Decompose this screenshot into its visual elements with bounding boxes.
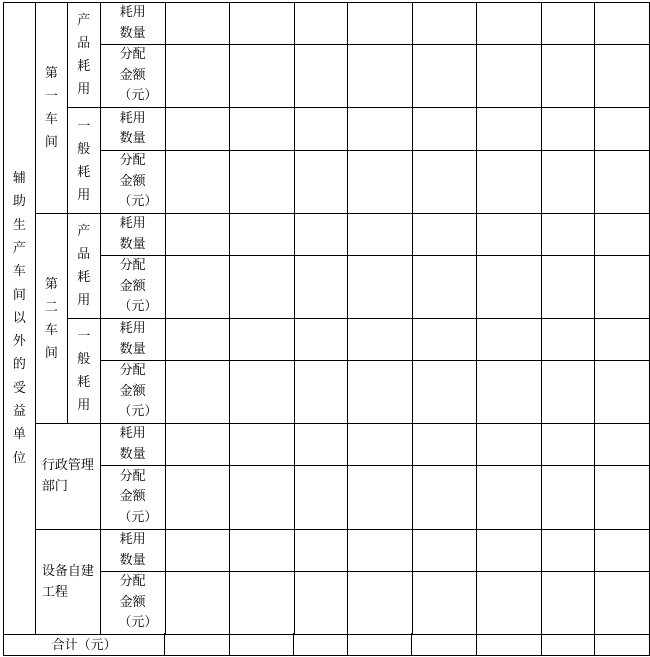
data-cell[interactable] — [348, 108, 413, 151]
data-cell[interactable] — [348, 530, 413, 572]
workshop1-label: 第一车间 — [35, 3, 67, 214]
data-cell[interactable] — [595, 319, 650, 361]
data-cell[interactable] — [294, 108, 348, 151]
data-cell[interactable] — [294, 256, 348, 319]
metric-amount-label: 分配金额（元） — [100, 256, 165, 319]
data-cell[interactable] — [595, 256, 650, 319]
data-cell[interactable] — [477, 256, 542, 319]
workshop1-general-label: 一般耗用 — [67, 108, 100, 214]
metric-quantity-label: 耗用数量 — [100, 319, 165, 361]
data-cell[interactable] — [541, 530, 595, 572]
data-cell[interactable] — [412, 108, 477, 151]
data-cell[interactable] — [165, 108, 230, 151]
data-cell[interactable] — [348, 319, 413, 361]
data-cell[interactable] — [294, 361, 348, 424]
data-cell[interactable] — [230, 45, 295, 108]
data-cell[interactable] — [294, 319, 348, 361]
data-cell[interactable] — [541, 151, 595, 214]
data-cell[interactable] — [294, 572, 348, 635]
data-cell[interactable] — [348, 3, 413, 45]
data-cell[interactable] — [541, 3, 595, 45]
data-cell[interactable] — [348, 151, 413, 214]
data-cell[interactable] — [477, 530, 542, 572]
data-cell[interactable] — [477, 466, 542, 530]
data-cell[interactable] — [230, 214, 295, 256]
data-cell[interactable] — [165, 3, 230, 45]
data-cell[interactable] — [477, 319, 542, 361]
data-cell[interactable] — [412, 214, 477, 256]
data-cell[interactable] — [294, 530, 348, 572]
data-cell[interactable] — [230, 108, 295, 151]
metric-amount-label: 分配金额（元） — [100, 466, 165, 530]
total-cell[interactable] — [412, 633, 477, 655]
data-cell[interactable] — [230, 572, 295, 635]
data-cell[interactable] — [412, 530, 477, 572]
data-cell[interactable] — [477, 424, 542, 466]
data-cell[interactable] — [595, 424, 650, 466]
data-cell[interactable] — [230, 319, 295, 361]
data-cell[interactable] — [230, 256, 295, 319]
total-cell[interactable] — [347, 633, 412, 655]
data-cell[interactable] — [294, 466, 348, 530]
data-cell[interactable] — [595, 151, 650, 214]
data-cell[interactable] — [595, 572, 650, 635]
data-cell[interactable] — [595, 3, 650, 45]
data-cell[interactable] — [412, 361, 477, 424]
workshop1-product-label: 产品耗用 — [67, 3, 100, 108]
data-cell[interactable] — [294, 424, 348, 466]
data-cell[interactable] — [348, 572, 413, 635]
metric-quantity-label: 耗用数量 — [100, 108, 165, 151]
data-cell[interactable] — [165, 45, 230, 108]
data-cell[interactable] — [294, 45, 348, 108]
beneficiary-group-label: 辅助生产车间以外的受益单位 — [4, 3, 36, 635]
data-cell[interactable] — [230, 151, 295, 214]
data-cell[interactable] — [541, 466, 595, 530]
admin-dept-label: 行政管理部门 — [35, 424, 100, 530]
metric-amount-label: 分配金额（元） — [100, 361, 165, 424]
data-cell[interactable] — [477, 108, 542, 151]
data-cell[interactable] — [595, 466, 650, 530]
data-cell[interactable] — [412, 256, 477, 319]
metric-quantity-label: 耗用数量 — [100, 214, 165, 256]
data-cell[interactable] — [165, 361, 230, 424]
data-cell[interactable] — [541, 256, 595, 319]
data-cell[interactable] — [165, 530, 230, 572]
data-cell[interactable] — [165, 214, 230, 256]
data-cell[interactable] — [294, 3, 348, 45]
data-cell[interactable] — [165, 319, 230, 361]
data-cell[interactable] — [541, 424, 595, 466]
data-cell[interactable] — [477, 45, 542, 108]
allocation-table — [3, 2, 650, 635]
data-cell[interactable] — [477, 214, 542, 256]
data-cell[interactable] — [412, 572, 477, 635]
metric-quantity-label: 耗用数量 — [100, 424, 165, 466]
total-cell[interactable] — [595, 633, 650, 655]
data-cell[interactable] — [541, 45, 595, 108]
total-cell[interactable] — [477, 633, 542, 655]
data-cell[interactable] — [348, 256, 413, 319]
data-cell[interactable] — [541, 108, 595, 151]
metric-amount-label: 分配金额（元） — [100, 151, 165, 214]
data-cell[interactable] — [412, 45, 477, 108]
data-cell[interactable] — [165, 151, 230, 214]
total-cell[interactable] — [294, 633, 348, 655]
metric-amount-label: 分配金额（元） — [100, 45, 165, 108]
total-cell[interactable] — [165, 633, 230, 655]
workshop2-product-label: 产品耗用 — [67, 214, 100, 319]
data-cell[interactable] — [230, 466, 295, 530]
data-cell[interactable] — [477, 572, 542, 635]
data-cell[interactable] — [412, 151, 477, 214]
data-cell[interactable] — [230, 3, 295, 45]
total-row-table — [3, 633, 650, 656]
data-cell[interactable] — [230, 424, 295, 466]
data-cell[interactable] — [348, 45, 413, 108]
data-cell[interactable] — [541, 214, 595, 256]
data-cell[interactable] — [348, 424, 413, 466]
metric-quantity-label: 耗用数量 — [100, 530, 165, 572]
data-cell[interactable] — [165, 466, 230, 530]
data-cell[interactable] — [595, 108, 650, 151]
data-cell[interactable] — [165, 424, 230, 466]
data-cell[interactable] — [230, 361, 295, 424]
data-cell[interactable] — [165, 572, 230, 635]
data-cell[interactable] — [412, 424, 477, 466]
data-cell[interactable] — [595, 530, 650, 572]
data-cell[interactable] — [294, 151, 348, 214]
data-cell[interactable] — [348, 214, 413, 256]
data-cell[interactable] — [477, 151, 542, 214]
data-cell[interactable] — [541, 361, 595, 424]
data-cell[interactable] — [412, 466, 477, 530]
data-cell[interactable] — [412, 319, 477, 361]
data-cell[interactable] — [541, 319, 595, 361]
total-cell[interactable] — [229, 633, 294, 655]
data-cell[interactable] — [477, 3, 542, 45]
total-cell[interactable] — [541, 633, 595, 655]
equipment-project-label: 设备自建工程 — [35, 530, 100, 635]
workshop2-label: 第二车间 — [35, 214, 67, 424]
data-cell[interactable] — [477, 361, 542, 424]
data-cell[interactable] — [348, 361, 413, 424]
data-cell[interactable] — [165, 256, 230, 319]
total-label: 合计（元） — [4, 633, 165, 655]
data-cell[interactable] — [595, 361, 650, 424]
data-cell[interactable] — [595, 214, 650, 256]
data-cell[interactable] — [595, 45, 650, 108]
data-cell[interactable] — [294, 214, 348, 256]
data-cell[interactable] — [348, 466, 413, 530]
metric-quantity-label: 耗用数量 — [100, 3, 165, 45]
data-cell[interactable] — [541, 572, 595, 635]
metric-amount-label: 分配金额（元） — [100, 572, 165, 635]
data-cell[interactable] — [412, 3, 477, 45]
data-cell[interactable] — [230, 530, 295, 572]
workshop2-general-label: 一般耗用 — [67, 319, 100, 424]
